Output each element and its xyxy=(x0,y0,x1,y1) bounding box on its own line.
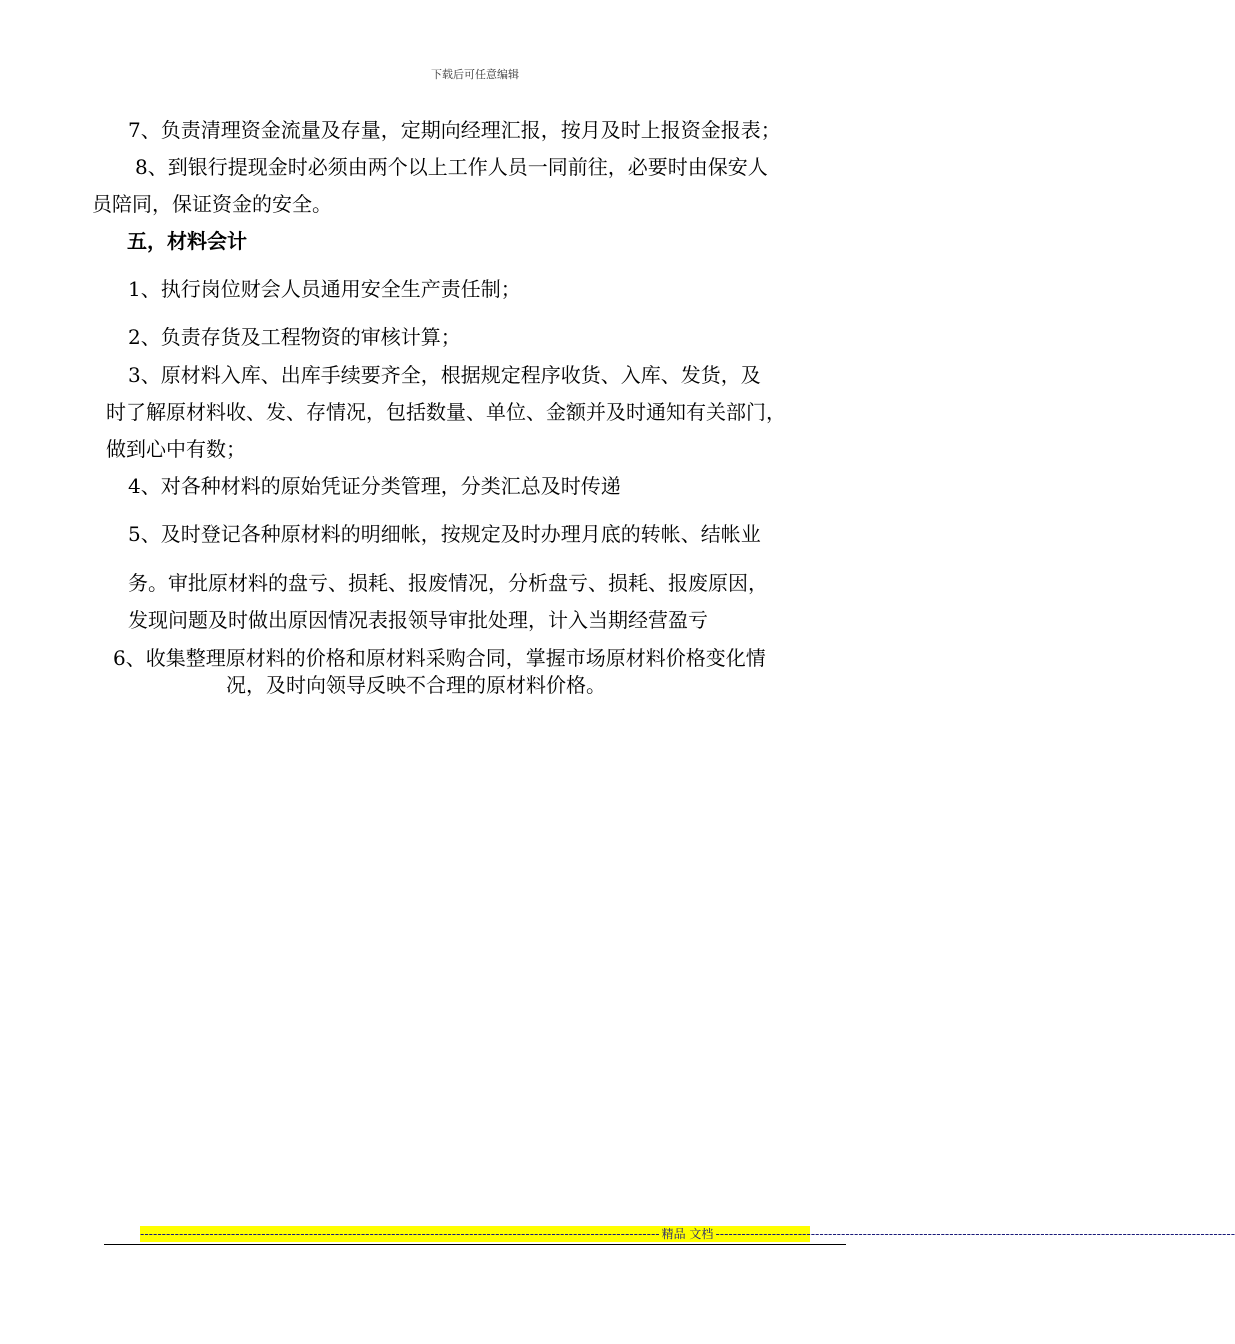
paragraph-item-6a: 6、收集整理原材料的价格和原材料采购合同，掌握市场原材料价格变化情 xyxy=(113,646,766,670)
paragraph-item-4: 4、对各种材料的原始凭证分类管理，分类汇总及时传递 xyxy=(128,474,621,498)
footer-label: 精品 文档 xyxy=(661,1227,714,1241)
paragraph-item-1: 1、执行岗位财会人员通用安全生产责任制； xyxy=(128,277,521,301)
paragraph-item-6b: 况，及时向领导反映不合理的原材料价格。 xyxy=(226,673,606,697)
paragraph-item-2: 2、负责存货及工程物资的审核计算； xyxy=(128,325,461,349)
footer-rule xyxy=(104,1244,846,1245)
paragraph-item-5b: 务。审批原材料的盘亏、损耗、报废情况，分析盘亏、损耗、报废原因， xyxy=(128,571,768,595)
paragraph-item-5a: 5、及时登记各种原材料的明细帐，按规定及时办理月底的转帐、结帐业 xyxy=(128,522,761,546)
header-note: 下载后可任意编辑 xyxy=(431,68,519,81)
paragraph-item-3c: 做到心中有数； xyxy=(106,437,246,461)
paragraph-line-7: 7、负责清理资金流量及存量，定期向经理汇报，按月及时上报资金报表； xyxy=(128,118,781,142)
footer-highlight-bar xyxy=(140,1226,1235,1242)
section-heading: 五，材料会计 xyxy=(127,229,247,253)
paragraph-item-3b: 时了解原材料收、发、存情况，包括数量、单位、金额并及时通知有关部门， xyxy=(106,400,786,424)
paragraph-item-5c: 发现问题及时做出原因情况表报领导审批处理，计入当期经营盈亏 xyxy=(128,608,708,632)
paragraph-item-3a: 3、原材料入库、出库手续要齐全，根据规定程序收货、入库、发货，及 xyxy=(128,363,761,387)
footer-dashes-right: ------------------------------------------------------------------------------------------------------------------------ xyxy=(715,1227,1235,1241)
footer-dashes-left: ------------------------------------------------------------------------------------------------------------------------ xyxy=(140,1227,660,1241)
paragraph-line-8a: 8、到银行提现金时必须由两个以上工作人员一同前往，必要时由保安人 xyxy=(135,155,768,179)
paragraph-line-8b: 员陪同，保证资金的安全。 xyxy=(92,192,332,216)
